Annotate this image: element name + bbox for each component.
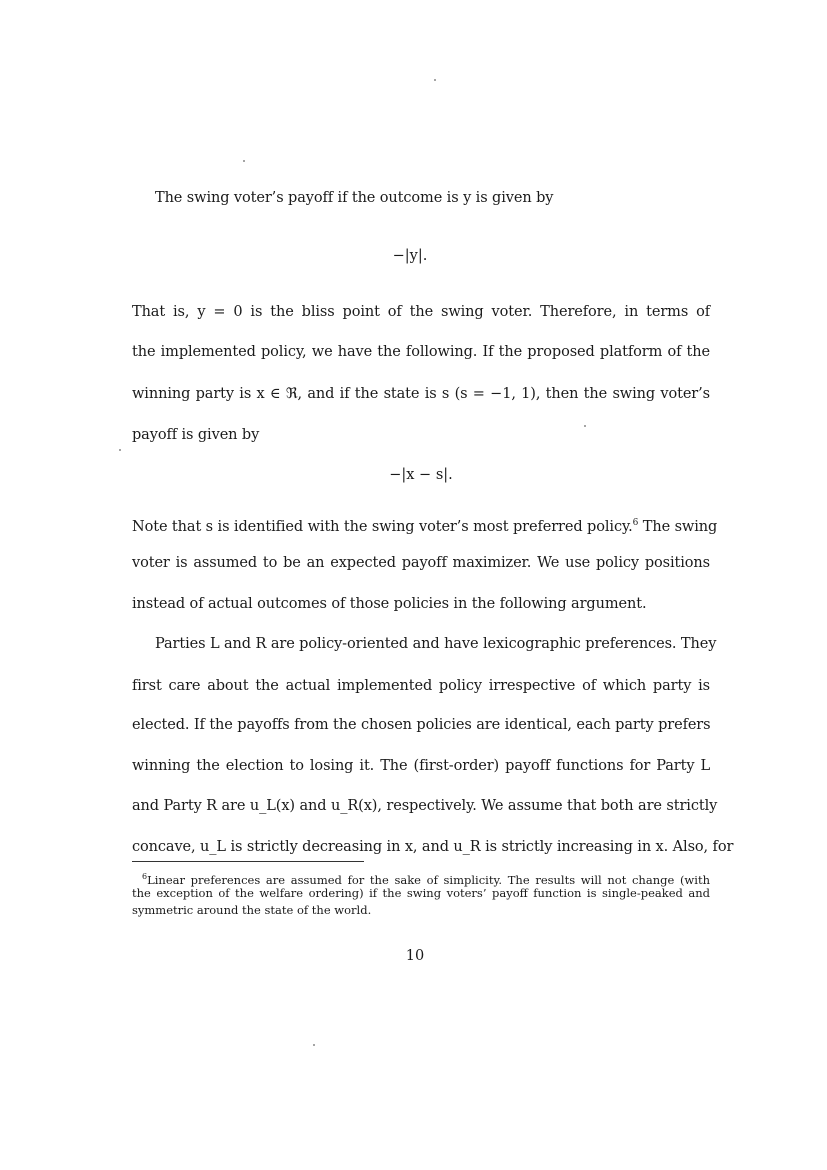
body-text-line: concave, u_L is strictly decreasing in x, and u_R is strictly increasing in x. Also, for — [132, 839, 734, 855]
page-number: 10 — [405, 948, 425, 964]
scan-speck — [434, 79, 436, 81]
body-text-line: Parties L and R are policy-oriented and have lexicographic preferences. They — [155, 636, 717, 652]
scan-speck — [119, 449, 121, 451]
body-text-line: payoff is given by — [132, 427, 260, 443]
body-text-line: first care about the actual implemented policy irrespective of which party is — [132, 678, 710, 694]
footnote-rule — [132, 861, 364, 862]
footnote-marker: 6 — [632, 518, 639, 528]
body-text-line: and Party R are u_L(x) and u_R(x), respectively. We assume that both are strictly — [132, 798, 718, 814]
body-text-line: That is, y = 0 is the bliss point of the swing voter. Therefore, in terms of — [132, 304, 710, 320]
footnote-line: the exception of the welfare ordering) if the swing voters’ payoff function is single-peaked and — [132, 886, 710, 900]
body-text-line — [132, 513, 718, 537]
equation: −|x − s|. — [389, 467, 453, 483]
body-text-fragment: Note that s is identified with the swing voter’s most preferred policy. — [132, 518, 633, 535]
body-text-line: The swing voter’s payoff if the outcome is y is given by — [155, 190, 554, 206]
body-text-line: the implemented policy, we have the following. If the proposed platform of the — [132, 344, 710, 360]
footnote-number: 6 — [142, 872, 148, 881]
body-text-line: winning party is x ∈ ℜ, and if the state is s (s = −1, 1), then the swing voter’s — [132, 386, 710, 402]
body-text-line: elected. If the payoffs from the chosen policies are identical, each party prefers — [132, 717, 711, 733]
scan-speck — [243, 160, 245, 162]
footnote-line: symmetric around the state of the world. — [132, 903, 372, 917]
body-text-fragment: The swing — [638, 518, 718, 535]
footnote-text: Linear preferences are assumed for the sake of simplicity. The results will not change (with — [147, 872, 710, 887]
scan-speck — [313, 1044, 315, 1046]
body-text-line: voter is assumed to be an expected payoff maximizer. We use policy positions — [132, 555, 710, 571]
equation: −|y|. — [392, 248, 428, 264]
body-text-line: instead of actual outcomes of those policies in the following argument. — [132, 596, 647, 612]
body-text-line: winning the election to losing it. The (first-order) payoff functions for Party L — [132, 758, 710, 774]
